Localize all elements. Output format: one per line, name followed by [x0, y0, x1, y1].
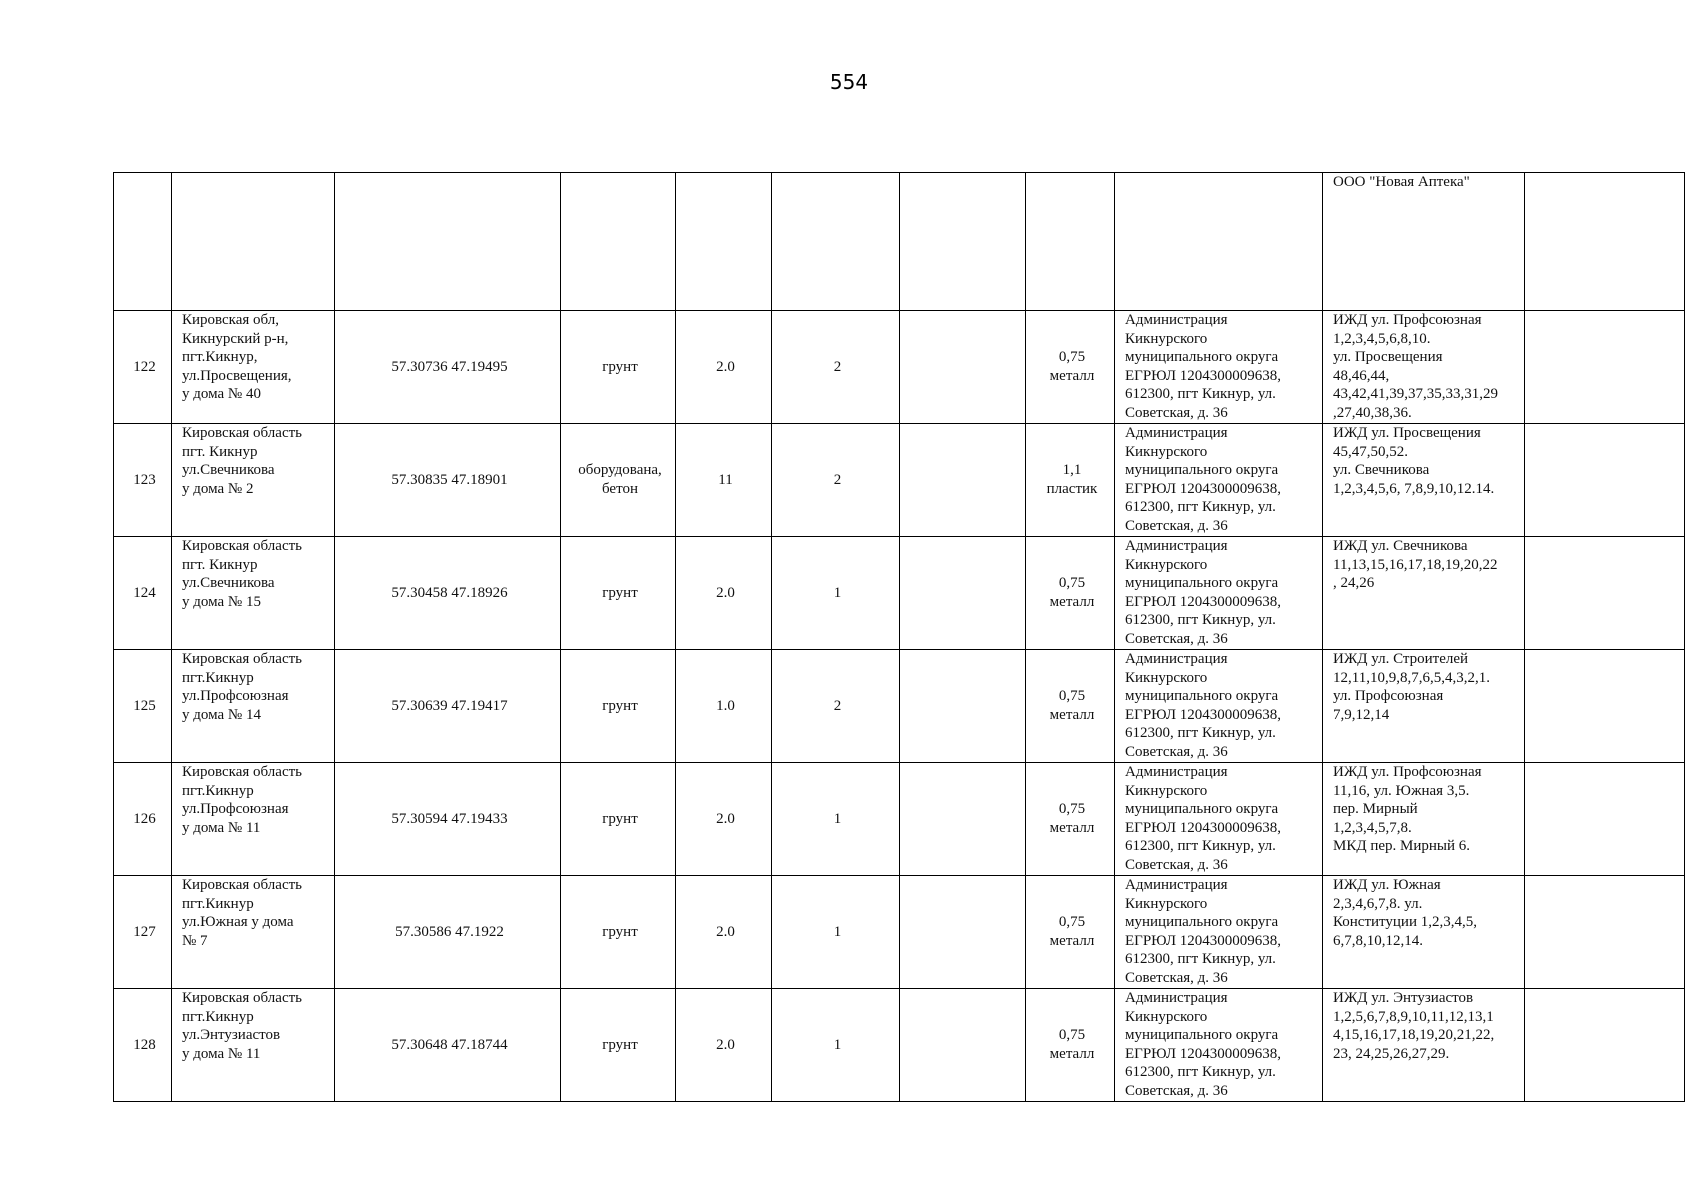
cell-containers: 2	[772, 311, 900, 424]
cell-served: ООО "Новая Аптека"	[1323, 173, 1525, 311]
cell-owner	[1115, 173, 1323, 311]
cell-area	[676, 173, 772, 311]
cell-coords: 57.30639 47.19417	[335, 650, 561, 763]
cell-surface: грунт	[561, 763, 676, 876]
cell-address: Кировская область пгт. Кикнур ул.Свечникова у дома № 2	[172, 424, 335, 537]
cell-planned	[900, 989, 1026, 1102]
cell-planned	[900, 650, 1026, 763]
cell-address: Кировская обл, Кикнурский р-н, пгт.Кикнур, ул.Просвещения, у дома № 40	[172, 311, 335, 424]
cell-containers: 2	[772, 424, 900, 537]
cell-containers: 2	[772, 650, 900, 763]
cell-area: 11	[676, 424, 772, 537]
cell-surface: грунт	[561, 989, 676, 1102]
cell-coords: 57.30586 47.1922	[335, 876, 561, 989]
table-row	[114, 989, 1685, 1102]
cell-area: 2.0	[676, 311, 772, 424]
cell-address: Кировская область пгт.Кикнур ул.Южная у дома № 7	[172, 876, 335, 989]
cell-served: ИЖД ул. Южная 2,3,4,6,7,8. ул. Конституции 1,2,3,4,5, 6,7,8,10,12,14.	[1323, 876, 1525, 989]
page-number: 554	[829, 70, 869, 94]
cell-bin	[1026, 173, 1115, 311]
table-row	[114, 763, 1685, 876]
cell-num: 126	[114, 763, 172, 876]
cell-coords: 57.30736 47.19495	[335, 311, 561, 424]
cell-address: Кировская область пгт.Кикнур ул.Профсоюзная у дома № 14	[172, 650, 335, 763]
cell-notes	[1525, 424, 1685, 537]
cell-containers: 1	[772, 876, 900, 989]
cell-address	[172, 173, 335, 311]
cell-bin: 0,75 металл	[1026, 763, 1115, 876]
cell-notes	[1525, 876, 1685, 989]
cell-notes	[1525, 173, 1685, 311]
cell-served: ИЖД ул. Свечникова 11,13,15,16,17,18,19,20,22 , 24,26	[1323, 537, 1525, 650]
cell-address: Кировская область пгт. Кикнур ул.Свечникова у дома № 15	[172, 537, 335, 650]
cell-num: 123	[114, 424, 172, 537]
cell-num: 127	[114, 876, 172, 989]
cell-containers	[772, 173, 900, 311]
cell-planned	[900, 537, 1026, 650]
cell-owner: Администрация Кикнурского муниципального округа ЕГРЮЛ 1204300009638, 612300, пгт Кикнур, ул. Советская, д. 36	[1115, 989, 1323, 1102]
cell-area: 2.0	[676, 876, 772, 989]
cell-planned	[900, 311, 1026, 424]
cell-owner: Администрация Кикнурского муниципального округа ЕГРЮЛ 1204300009638, 612300, пгт Кикнур, ул. Советская, д. 36	[1115, 763, 1323, 876]
cell-coords: 57.30835 47.18901	[335, 424, 561, 537]
cell-address: Кировская область пгт.Кикнур ул.Энтузиастов у дома № 11	[172, 989, 335, 1102]
table-row	[114, 311, 1685, 424]
cell-served: ИЖД ул. Профсоюзная 11,16, ул. Южная 3,5. пер. Мирный 1,2,3,4,5,7,8. МКД пер. Мирный 6.	[1323, 763, 1525, 876]
cell-num: 128	[114, 989, 172, 1102]
cell-surface: грунт	[561, 876, 676, 989]
cell-bin: 0,75 металл	[1026, 537, 1115, 650]
cell-num	[114, 173, 172, 311]
cell-num: 125	[114, 650, 172, 763]
cell-owner: Администрация Кикнурского муниципального округа ЕГРЮЛ 1204300009638, 612300, пгт Кикнур, ул. Советская, д. 36	[1115, 876, 1323, 989]
table-body	[114, 173, 1685, 1102]
cell-address: Кировская область пгт.Кикнур ул.Профсоюзная у дома № 11	[172, 763, 335, 876]
cell-owner: Администрация Кикнурского муниципального округа ЕГРЮЛ 1204300009638, 612300, пгт Кикнур, ул. Советская, д. 36	[1115, 311, 1323, 424]
cell-num: 122	[114, 311, 172, 424]
cell-area: 2.0	[676, 989, 772, 1102]
cell-notes	[1525, 537, 1685, 650]
table-row-continuation	[114, 173, 1685, 311]
cell-owner: Администрация Кикнурского муниципального округа ЕГРЮЛ 1204300009638, 612300, пгт Кикнур, ул. Советская, д. 36	[1115, 537, 1323, 650]
cell-owner: Администрация Кикнурского муниципального округа ЕГРЮЛ 1204300009638, 612300, пгт Кикнур, ул. Советская, д. 36	[1115, 650, 1323, 763]
table-row	[114, 537, 1685, 650]
cell-notes	[1525, 763, 1685, 876]
cell-served: ИЖД ул. Профсоюзная 1,2,3,4,5,6,8,10. ул. Просвещения 48,46,44, 43,42,41,39,37,35,33,31,29 ,27,40,38,36.	[1323, 311, 1525, 424]
cell-planned	[900, 763, 1026, 876]
cell-served: ИЖД ул. Энтузиастов 1,2,5,6,7,8,9,10,11,12,13,1 4,15,16,17,18,19,20,21,22, 23, 24,25,26,27,29.	[1323, 989, 1525, 1102]
cell-served: ИЖД ул. Строителей 12,11,10,9,8,7,6,5,4,3,2,1. ул. Профсоюзная 7,9,12,14	[1323, 650, 1525, 763]
cell-containers: 1	[772, 989, 900, 1102]
cell-surface: оборудована, бетон	[561, 424, 676, 537]
table-row	[114, 424, 1685, 537]
cell-coords	[335, 173, 561, 311]
cell-coords: 57.30648 47.18744	[335, 989, 561, 1102]
cell-containers: 1	[772, 763, 900, 876]
cell-surface: грунт	[561, 537, 676, 650]
cell-num: 124	[114, 537, 172, 650]
cell-served: ИЖД ул. Просвещения 45,47,50,52. ул. Свечникова 1,2,3,4,5,6, 7,8,9,10,12.14.	[1323, 424, 1525, 537]
cell-bin: 0,75 металл	[1026, 876, 1115, 989]
table-row	[114, 876, 1685, 989]
cell-coords: 57.30458 47.18926	[335, 537, 561, 650]
cell-surface: грунт	[561, 650, 676, 763]
cell-bin: 1,1 пластик	[1026, 424, 1115, 537]
cell-area: 1.0	[676, 650, 772, 763]
cell-planned	[900, 876, 1026, 989]
cell-planned	[900, 424, 1026, 537]
cell-coords: 57.30594 47.19433	[335, 763, 561, 876]
cell-bin: 0,75 металл	[1026, 650, 1115, 763]
cell-bin: 0,75 металл	[1026, 311, 1115, 424]
cell-area: 2.0	[676, 537, 772, 650]
cell-planned	[900, 173, 1026, 311]
cell-notes	[1525, 989, 1685, 1102]
cell-surface: грунт	[561, 311, 676, 424]
cell-owner: Администрация Кикнурского муниципального округа ЕГРЮЛ 1204300009638, 612300, пгт Кикнур, ул. Советская, д. 36	[1115, 424, 1323, 537]
table-row	[114, 650, 1685, 763]
cell-notes	[1525, 311, 1685, 424]
cell-area: 2.0	[676, 763, 772, 876]
cell-containers: 1	[772, 537, 900, 650]
cell-notes	[1525, 650, 1685, 763]
cell-bin: 0,75 металл	[1026, 989, 1115, 1102]
cell-surface	[561, 173, 676, 311]
container-sites-table	[113, 172, 1685, 1102]
